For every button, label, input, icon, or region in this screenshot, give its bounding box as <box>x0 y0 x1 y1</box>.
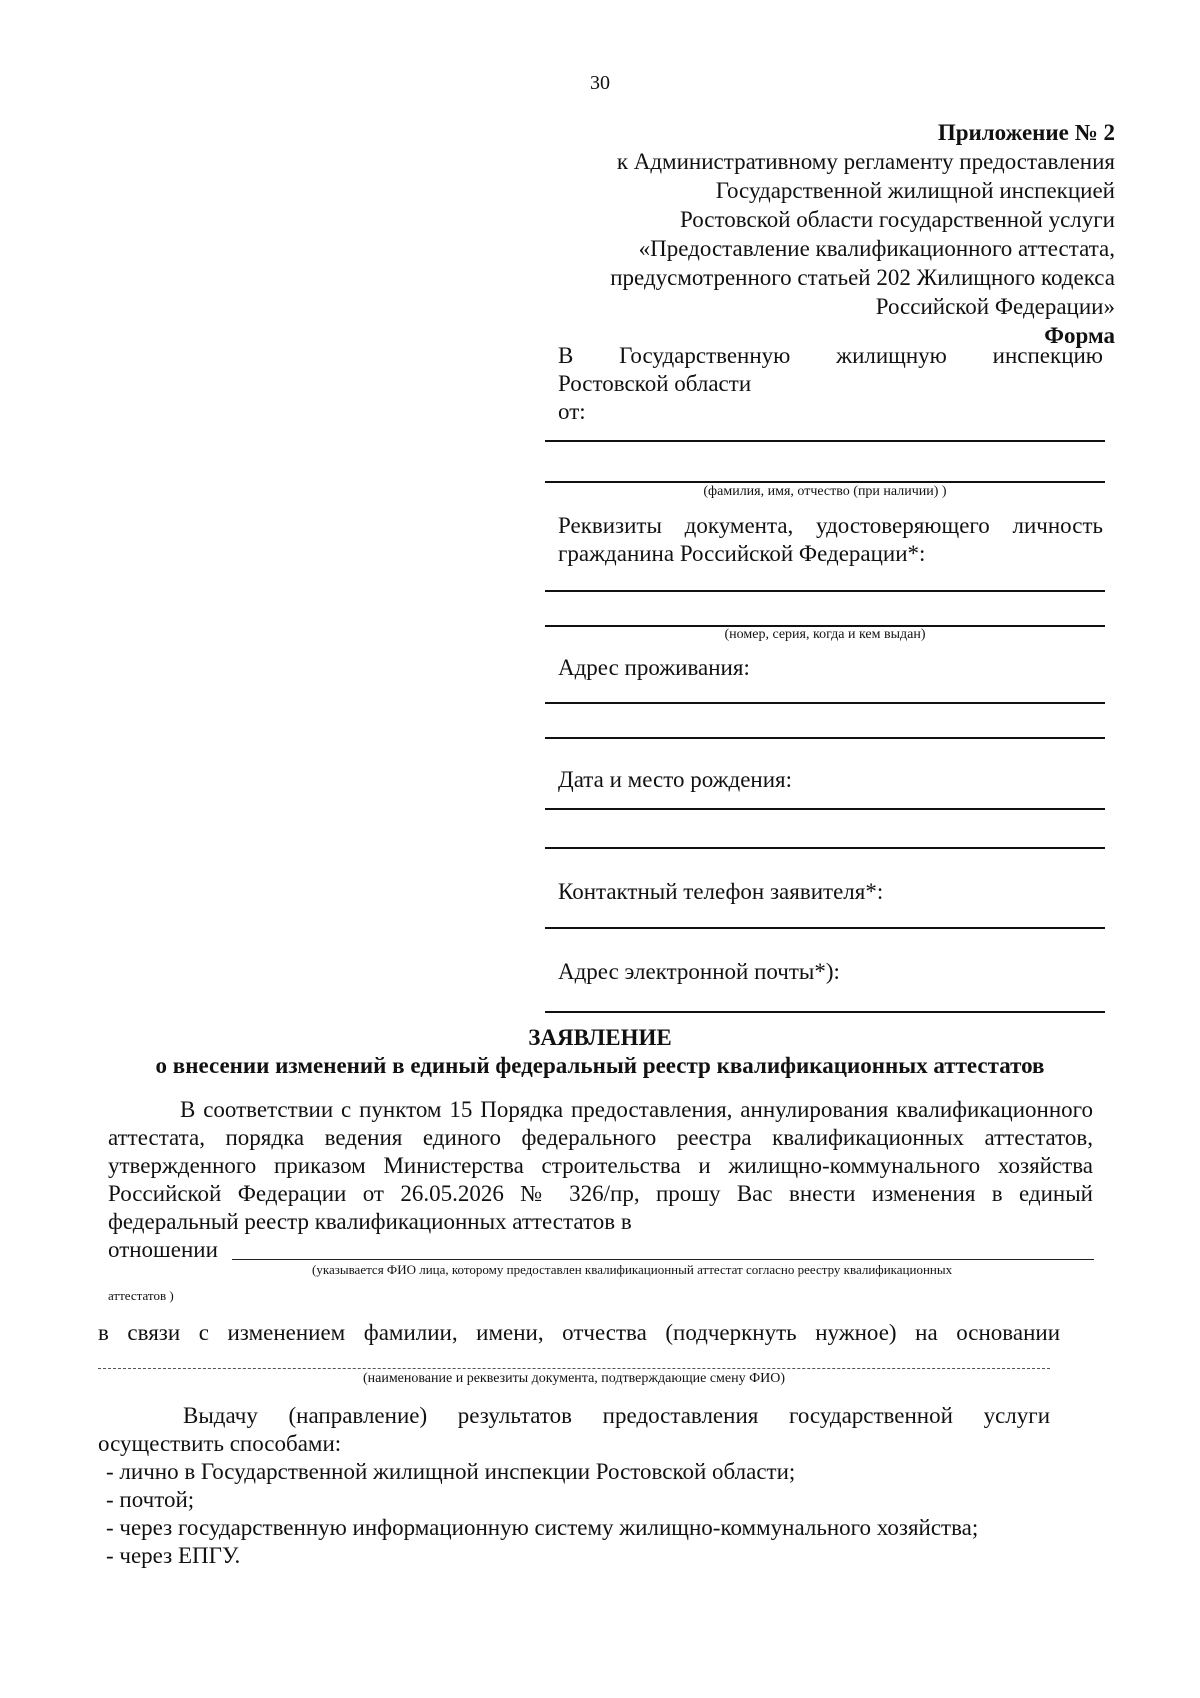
appendix-line: Ростовской области государственной услуги <box>680 207 1115 232</box>
appendix-line: «Предоставление квалификационного аттестата, <box>638 236 1115 261</box>
addressee-block <box>558 342 1103 426</box>
page-number: 30 <box>590 72 610 94</box>
birth-field-line[interactable] <box>545 847 1105 849</box>
list-item: - через ЕПГУ. <box>106 1543 241 1568</box>
list-item: - почтой; <box>106 1487 195 1512</box>
list-item: - через государственную информационную систему жилищно-коммунального хозяйства; <box>106 1515 979 1540</box>
in-relation-label: отношении <box>108 1237 218 1262</box>
appendix-header <box>495 118 1115 350</box>
email-field-line[interactable] <box>545 1011 1105 1013</box>
list-item: - лично в Государственной жилищной инспекции Ростовской области; <box>106 1459 796 1484</box>
addressee-line-1: В Государственную жилищную инспекцию <box>558 343 1103 368</box>
fio-field-line[interactable] <box>545 440 1105 442</box>
appendix-line: предусмотренного статьей 202 Жилищного кодекса <box>610 265 1115 290</box>
statement-title: ЗАЯВЛЕНИЕ <box>528 1025 672 1050</box>
birth-field-line[interactable] <box>545 808 1105 810</box>
from-label: от: <box>558 399 586 424</box>
form-label: Форма <box>1044 323 1115 348</box>
change-caption: (наименование и реквезиты документа, подтверждающие смену ФИО) <box>362 1371 786 1386</box>
fio-caption: (фамилия, имя, отчество (при наличии) ) <box>703 484 947 499</box>
statement-body: В соответствии с пунктом 15 Порядка предоставления, аннулирования квалификационного аттестата, порядка ведения единого федерального реестра квалификационных аттестатов, утвержденного приказом Министерства строительства и жилищно-коммунального хозяйства Российской Федерации от 26.05.2026 № 326/пр, прошу Вас внести изменения в единый федеральный реестр квалификационных аттестатов в <box>108 1097 1093 1234</box>
change-field-line[interactable] <box>98 1368 1050 1369</box>
phone-label: Контактный телефон заявителя*: <box>558 879 884 904</box>
address-label: Адрес проживания: <box>558 655 750 680</box>
phone-field-line[interactable] <box>545 927 1105 929</box>
doc-field-line[interactable] <box>545 590 1105 592</box>
delivery-methods-list <box>106 1458 1106 1570</box>
doc-label: Реквизиты документа, удостоверяющего личность гражданина Российской Федерации*: <box>558 513 1103 566</box>
in-relation-caption-cont: аттестатов ) <box>108 1288 174 1303</box>
appendix-line: Государственной жилищной инспекцией <box>715 178 1115 203</box>
in-relation-caption: (указывается ФИО лица, которому предоставлен квалификационный аттестат согласно реестру квалификационных <box>312 1262 953 1277</box>
birth-label: Дата и место рождения: <box>558 767 793 792</box>
email-label: Адрес электронной почты*): <box>558 959 840 984</box>
address-field-line[interactable] <box>545 737 1105 739</box>
statement-subtitle: о внесении изменений в единый федеральный реестр квалификационных аттестатов <box>155 1053 1045 1078</box>
address-field-line[interactable] <box>545 702 1105 704</box>
appendix-title: Приложение № 2 <box>937 120 1115 145</box>
fio-field-line[interactable] <box>545 481 1105 483</box>
appendix-line: к Административному регламенту предоставления <box>616 149 1115 174</box>
change-text: в связи с изменением фамилии, имени, отчества (подчеркнуть нужное) на основании <box>98 1320 1060 1345</box>
appendix-line: Российской Федерации» <box>875 294 1115 319</box>
doc-caption: (номер, серия, когда и кем выдан) <box>724 627 926 642</box>
delivery-text: Выдачу (направление) результатов предоставления государственной услуги осуществить способами: <box>98 1403 1050 1456</box>
addressee-line-2: Ростовской области <box>558 371 752 396</box>
in-relation-field-line[interactable] <box>232 1259 1094 1260</box>
